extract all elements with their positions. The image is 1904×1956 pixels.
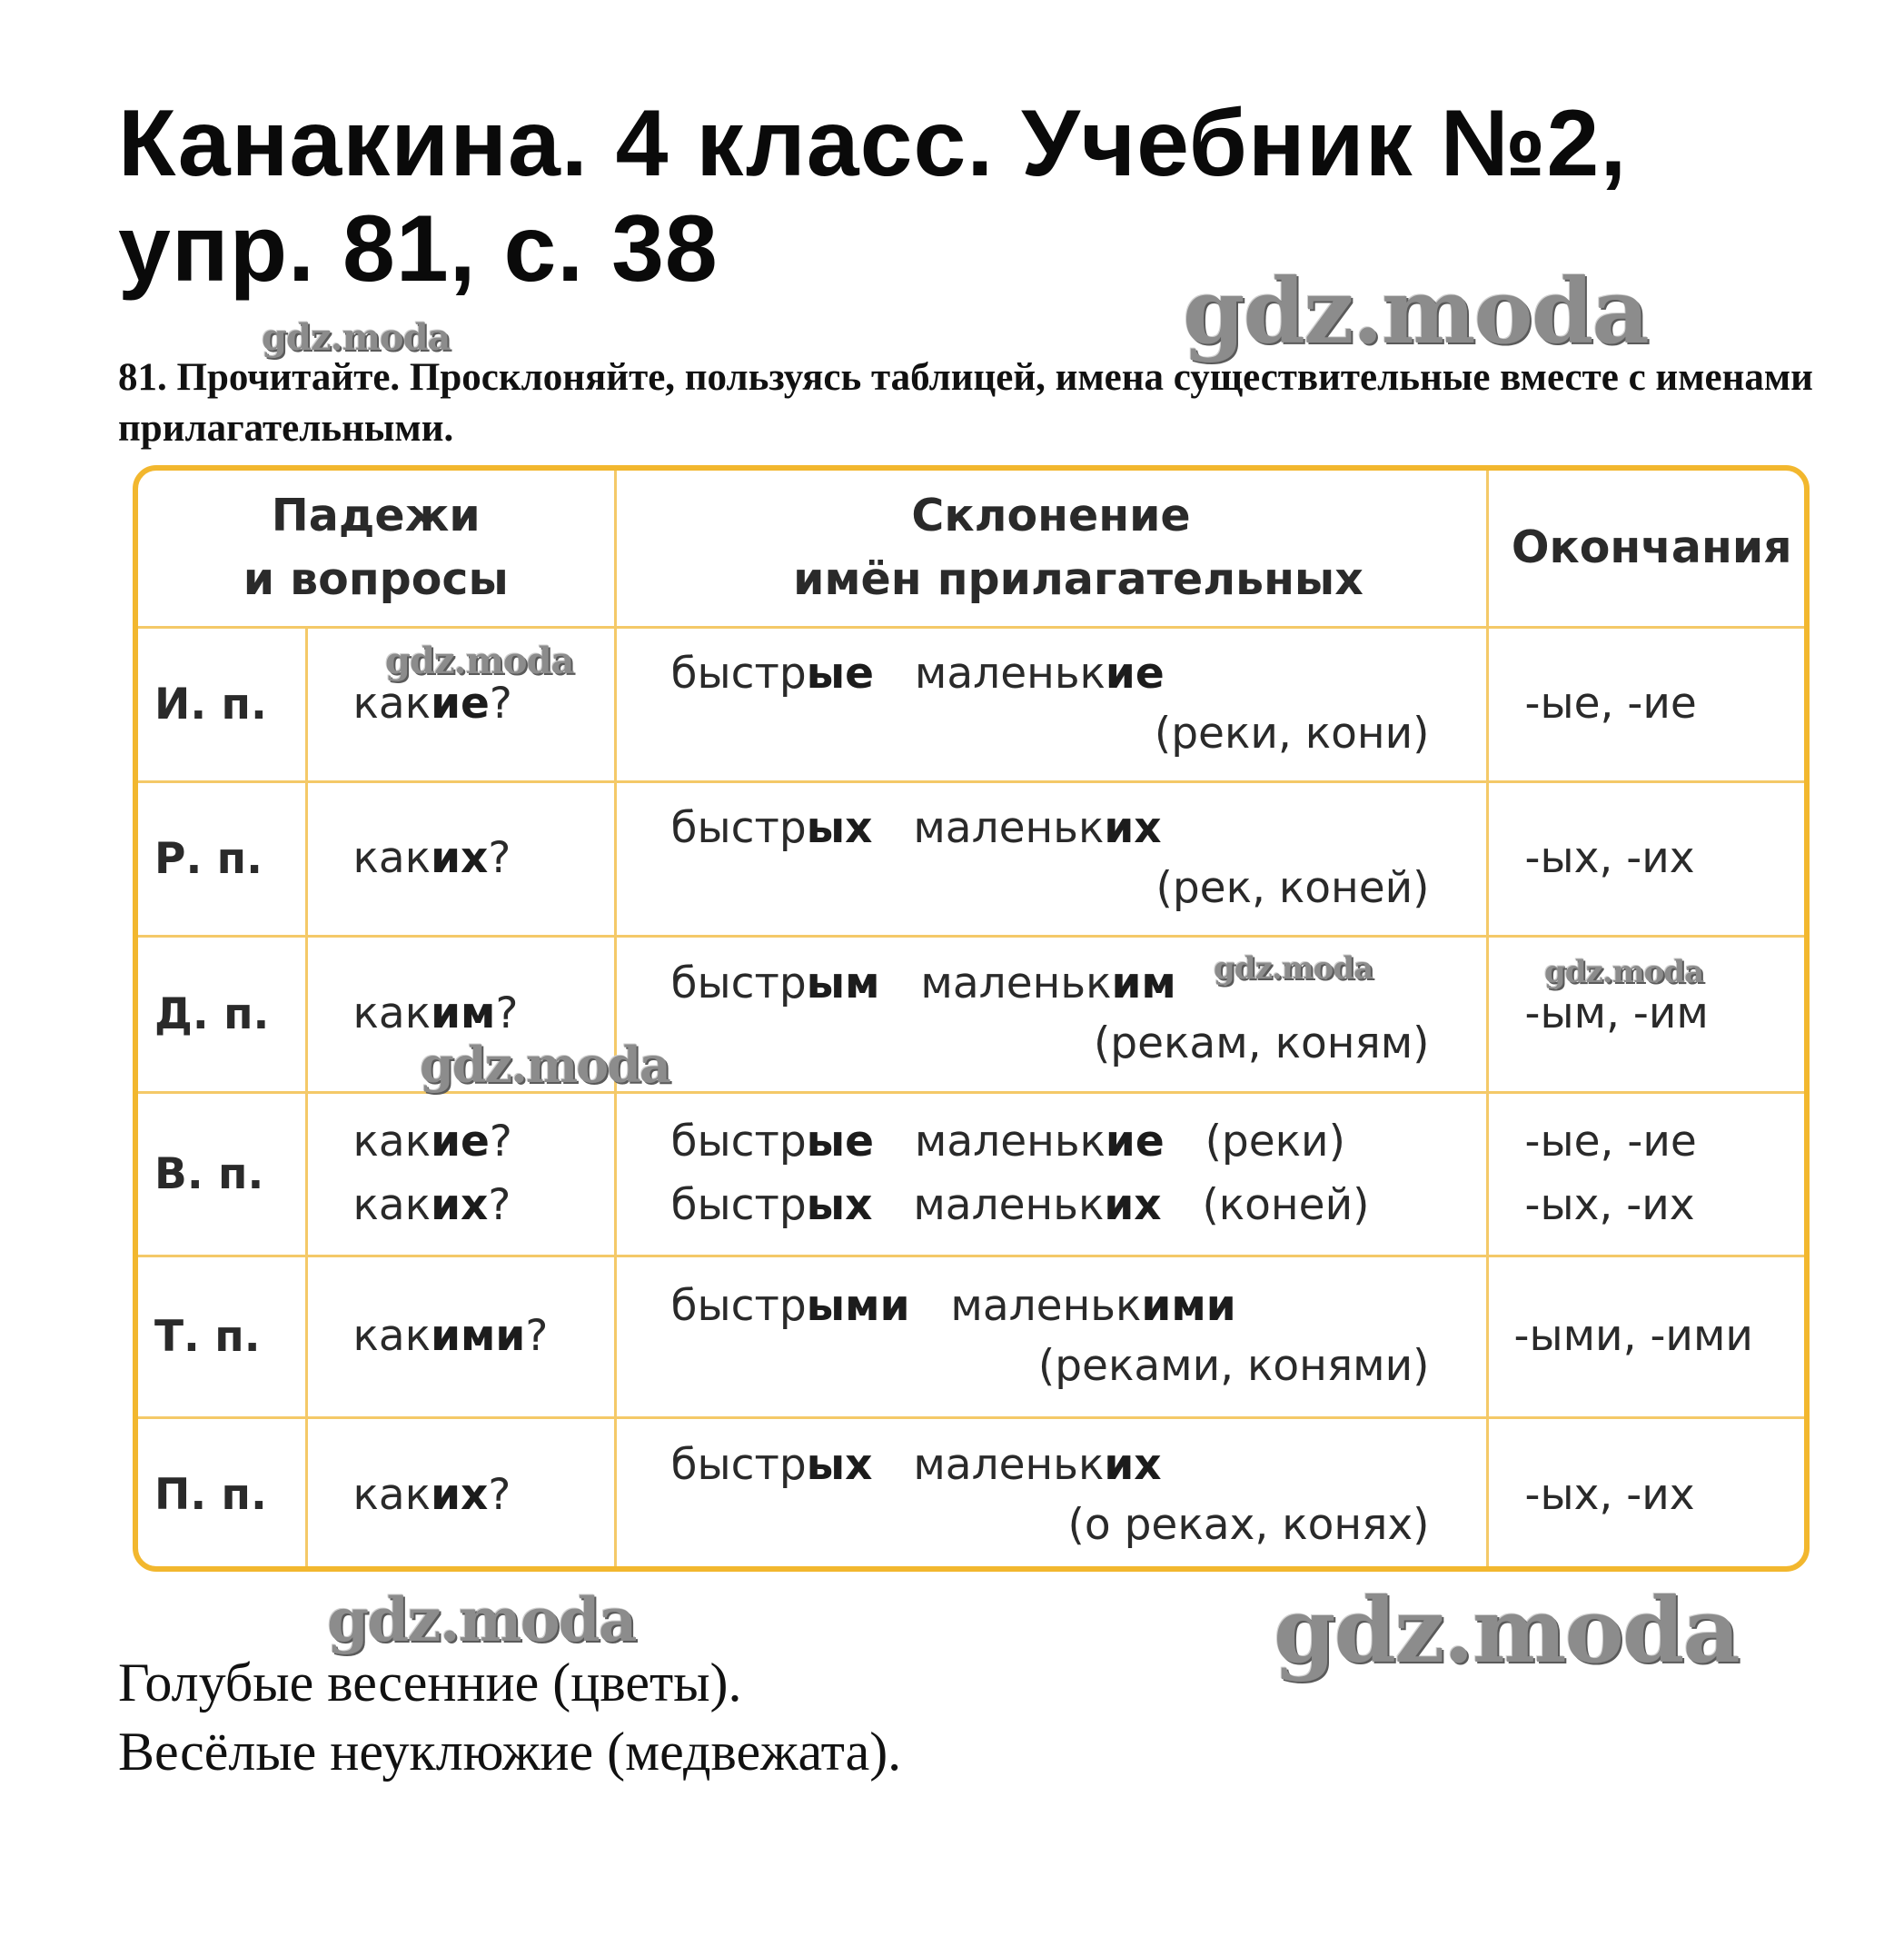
example-nouns: (о реках, конях) <box>1067 1499 1430 1550</box>
case-question: каких? <box>306 1417 615 1572</box>
case-label: Д. п. <box>138 936 306 1092</box>
table-row <box>138 1417 1810 1572</box>
case-label: Р. п. <box>138 781 306 936</box>
header-declension-line-1: Склонение <box>911 490 1191 542</box>
answer-line-2: Весёлые неуклюжие (медвежата). <box>118 1722 902 1782</box>
case-label: В. п. <box>138 1092 306 1256</box>
declension-example: быстрым маленьким (рекам, коням) <box>615 936 1487 1092</box>
endings: -ых, -их <box>1487 781 1810 936</box>
header-cases-line-1: Падежи <box>271 490 481 542</box>
endings: -ые, -ие <box>1487 627 1810 781</box>
case-label: И. п. <box>138 627 306 781</box>
watermark: gdz.moda <box>327 1584 636 1655</box>
title-line-2: упр. 81, с. 38 <box>118 196 719 302</box>
example-nouns: (реки, кони) <box>1154 709 1430 759</box>
declension-table <box>133 465 1810 1572</box>
table-row <box>138 1256 1810 1417</box>
header-cases-line-2: и вопросы <box>243 553 509 606</box>
case-label: Т. п. <box>138 1256 306 1417</box>
case-question: каких? <box>306 781 615 936</box>
declension-example: быстрые маленькие (реки) быстрых маленьких (коней) <box>615 1092 1487 1256</box>
header-declension <box>615 471 1487 627</box>
example-nouns: (рекам, коням) <box>1093 1018 1430 1068</box>
endings: -ым, -им <box>1487 936 1810 1092</box>
endings: -ые, -ие -ых, -их <box>1487 1092 1810 1256</box>
endings: -ыми, -ими <box>1487 1256 1810 1417</box>
case-question: каким? <box>306 936 615 1092</box>
case-question: какими? <box>306 1256 615 1417</box>
watermark: gdz.moda <box>385 640 574 682</box>
watermark: gdz.moda <box>1214 950 1373 987</box>
declension-example: быстрые маленькие (реки, кони) <box>615 627 1487 781</box>
watermark: gdz.moda <box>1274 1579 1739 1683</box>
declension-example: быстрыми маленькими (реками, конями) <box>615 1256 1487 1417</box>
example-nouns: (рек, коней) <box>1155 863 1430 913</box>
exercise-text: 81. Прочитайте. Просклоняйте, пользуясь таблицей, имена существительные вместе с именами прилагательными. <box>118 356 1813 450</box>
watermark: gdz.moda <box>1544 954 1704 990</box>
title-line-1: Канакина. 4 класс. Учебник №2, <box>118 91 1628 196</box>
watermark: gdz.moda <box>262 316 451 359</box>
header-declension-line-2: имён прилагательных <box>793 553 1364 606</box>
header-endings: Окончания <box>1487 471 1810 627</box>
example-nouns: (реками, конями) <box>1037 1341 1430 1391</box>
table-row <box>138 781 1810 936</box>
endings: -ых, -их <box>1487 1417 1810 1572</box>
table-row <box>138 1092 1810 1256</box>
watermark: gdz.moda <box>420 1036 669 1094</box>
declension-example: быстрых маленьких (о реках, конях) <box>615 1417 1487 1572</box>
header-cases <box>138 471 615 627</box>
case-label: П. п. <box>138 1417 306 1572</box>
answer-line-1: Голубые весенние (цветы). <box>118 1653 742 1713</box>
case-question: какие? <box>306 627 615 781</box>
declension-example: быстрых маленьких (рек, коней) <box>615 781 1487 936</box>
table-header-row <box>138 471 1810 627</box>
case-question: какие? каких? <box>306 1092 615 1256</box>
watermark: gdz.moda <box>1183 260 1648 364</box>
